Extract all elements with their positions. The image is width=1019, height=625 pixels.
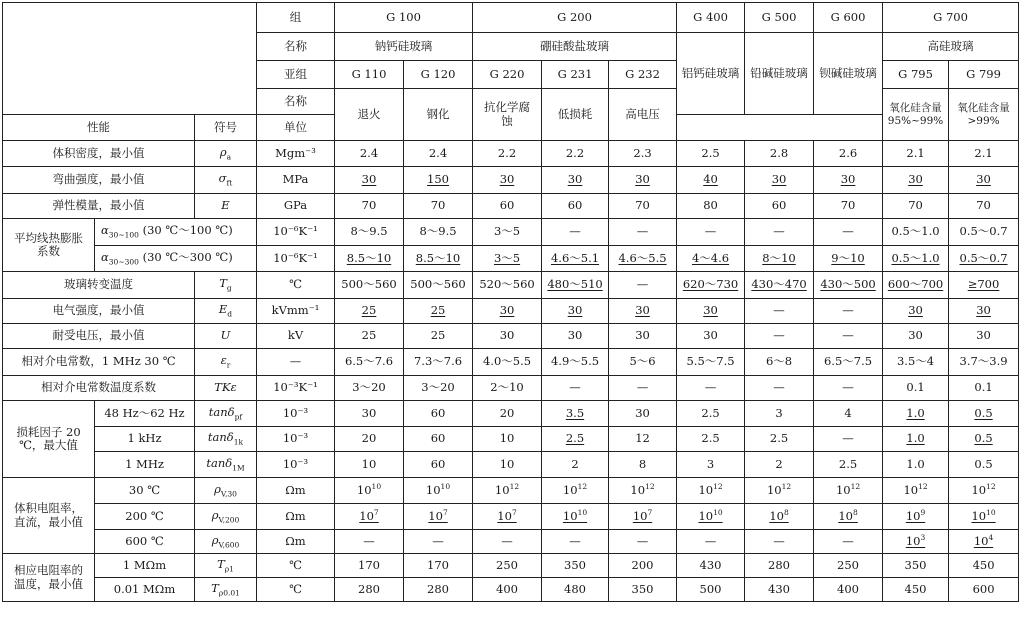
value-cell: 8 [609,452,677,478]
header-subname-2: 抗化学腐蚀 [473,89,542,141]
value-cell: 30 [542,324,609,349]
property-cell: 相对介电常数，1 MHz 30 ℃ [3,349,195,376]
property-cell: 相应电阻率的温度，最小值 [3,554,95,602]
value-cell: 30 [677,324,745,349]
header-group-label: 组 [257,3,335,33]
value-cell: 0.5～1.0 [883,246,949,272]
header-unit-label: 单位 [257,115,335,141]
value-cell: 2.6 [814,141,883,167]
symbol-cell: $\rho_{V,30}$ [195,478,257,504]
value-cell: 400 [814,578,883,602]
value-cell: 25 [335,324,404,349]
header-subgroup-label: 亚组 [257,61,335,89]
table-row [3,504,1019,530]
value-cell: 4.9～5.5 [542,349,609,376]
value-cell: 1.0 [883,452,949,478]
value-cell: 2.4 [335,141,404,167]
symbol-cell: $T_{\rho 0.01}$ [195,578,257,602]
value-cell: 2.5 [814,452,883,478]
unit-cell: 10⁻³ [257,401,335,427]
value-cell: 9～10 [814,246,883,272]
value-cell: 2 [745,452,814,478]
condition-cell: 48 Hz～62 Hz [95,401,195,427]
value-cell: 0.5 [949,427,1019,452]
value-cell: 3.7～3.9 [949,349,1019,376]
value-cell: — [745,530,814,554]
value-cell: 30 [883,324,949,349]
condition-cell: 1 MΩm [95,554,195,578]
value-cell: — [814,530,883,554]
unit-cell: Ωm [257,530,335,554]
header-name-g200: 硼硅酸盐玻璃 [473,33,677,61]
value-cell: 8～9.5 [404,219,473,246]
header-subgroup-1: G 120 [404,61,473,89]
value-cell: 30 [745,167,814,194]
value-cell: 25 [404,324,473,349]
header-subgroup-6: G 799 [949,61,1019,89]
value-cell: 3～20 [404,376,473,401]
table-row [3,219,1019,246]
value-cell: — [814,219,883,246]
value-cell: 12 [609,427,677,452]
value-cell: 60 [404,452,473,478]
value-cell: — [609,272,677,299]
table-row [3,299,1019,324]
value-cell: $10^{10}$ [404,478,473,504]
value-cell: 0.5 [949,401,1019,427]
value-cell: 2.3 [609,141,677,167]
value-cell: — [542,376,609,401]
unit-cell: kVmm⁻¹ [257,299,335,324]
value-cell: 8～9.5 [335,219,404,246]
value-cell: — [609,530,677,554]
value-cell: 8.5～10 [335,246,404,272]
value-cell: 280 [335,578,404,602]
header-row-group [3,3,1019,33]
value-cell: 2.2 [473,141,542,167]
value-cell: $10^3$ [883,530,949,554]
value-cell: 30 [677,299,745,324]
header-subgroup-4: G 232 [609,61,677,89]
value-cell: $10^7$ [335,504,404,530]
value-cell: 70 [335,194,404,219]
value-cell: — [677,376,745,401]
value-cell: — [609,219,677,246]
value-cell: 2.4 [404,141,473,167]
value-cell: 30 [609,324,677,349]
value-cell: 30 [949,167,1019,194]
value-cell: $10^{12}$ [949,478,1019,504]
value-cell: 20 [335,427,404,452]
value-cell: 350 [609,578,677,602]
header-group-g600: G 600 [814,3,883,33]
value-cell: 400 [473,578,542,602]
glass-properties-table [2,2,1019,602]
value-cell: 2～10 [473,376,542,401]
header-group-g500: G 500 [745,3,814,33]
condition-cell: 1 MHz [95,452,195,478]
value-cell: 70 [404,194,473,219]
value-cell: 6～8 [745,349,814,376]
table-row [3,578,1019,602]
value-cell: 0.5～0.7 [949,246,1019,272]
value-cell: $10^7$ [404,504,473,530]
table-row [3,141,1019,167]
unit-cell: ℃ [257,578,335,602]
value-cell: $10^4$ [949,530,1019,554]
table-row [3,324,1019,349]
header-subname-3: 低损耗 [542,89,609,141]
value-cell: 350 [883,554,949,578]
value-cell: $10^8$ [814,504,883,530]
header-group-g100: G 100 [335,3,473,33]
value-cell: 60 [745,194,814,219]
value-cell: 500 [677,578,745,602]
header-corner [3,3,257,115]
value-cell: $10^{10}$ [677,504,745,530]
header-subgroup-2: G 220 [473,61,542,89]
value-cell: 2.5 [745,427,814,452]
condition-cell: 1 kHz [95,427,195,452]
header-symbol-label: 符号 [195,115,257,141]
value-cell: 500～560 [335,272,404,299]
symbol-cell: E [195,194,257,219]
value-cell: 30 [609,401,677,427]
value-cell: 60 [473,194,542,219]
symbol-cell: $\sigma_{ft}$ [195,167,257,194]
property-cell: 平均线热膨胀系数 [3,219,95,272]
value-cell: $10^8$ [745,504,814,530]
property-cell: 电气强度，最小值 [3,299,195,324]
symbol-cell: $\rho_{V,600}$ [195,530,257,554]
value-cell: 480 [542,578,609,602]
property-cell: 损耗因子 20 ℃，最大值 [3,401,95,478]
header-name-g700: 高硅玻璃 [883,33,1019,61]
value-cell: 0.1 [883,376,949,401]
value-cell: $10^{12}$ [814,478,883,504]
value-cell: 4～4.6 [677,246,745,272]
value-cell: 0.5～0.7 [949,219,1019,246]
value-cell: 0.1 [949,376,1019,401]
value-cell: 4 [814,401,883,427]
property-cell: 弯曲强度，最小值 [3,167,195,194]
value-cell: 30 [335,167,404,194]
value-cell: 4.6～5.1 [542,246,609,272]
table-row [3,272,1019,299]
value-cell: 30 [814,167,883,194]
table-row [3,376,1019,401]
value-cell: 8.5～10 [404,246,473,272]
property-cell: 玻璃转变温度 [3,272,195,299]
header-subname-0: 退火 [335,89,404,141]
value-cell: 30 [473,167,542,194]
value-cell: — [542,530,609,554]
header-subgroup-0: G 110 [335,61,404,89]
value-cell: $10^7$ [609,504,677,530]
value-cell: 2.5 [542,427,609,452]
value-cell: 70 [609,194,677,219]
value-cell: 450 [883,578,949,602]
value-cell: — [677,530,745,554]
header-group-g700: G 700 [883,3,1019,33]
value-cell: 30 [883,299,949,324]
value-cell: 70 [814,194,883,219]
property-cell: 体积密度，最小值 [3,141,195,167]
value-cell: 500～560 [404,272,473,299]
condition-cell: 200 ℃ [95,504,195,530]
value-cell: 10 [335,452,404,478]
value-cell: 3 [677,452,745,478]
value-cell: 10 [473,452,542,478]
symbol-cell: $\rho_a$ [195,141,257,167]
value-cell: 3.5～4 [883,349,949,376]
unit-cell: 10⁻⁶K⁻¹ [257,219,335,246]
value-cell: $10^9$ [883,504,949,530]
value-cell: 3～5 [473,246,542,272]
value-cell: 430～500 [814,272,883,299]
value-cell: $10^{12}$ [677,478,745,504]
header-property-label: 性能 [3,115,195,141]
header-subgroup-3: G 231 [542,61,609,89]
value-cell: 600 [949,578,1019,602]
header-name-label: 名称 [257,33,335,61]
unit-cell: 10⁻³ [257,452,335,478]
value-cell: — [814,299,883,324]
value-cell: — [814,324,883,349]
unit-cell: ℃ [257,554,335,578]
value-cell: 30 [542,167,609,194]
value-cell: 1.0 [883,401,949,427]
header-group-g200: G 200 [473,3,677,33]
value-cell: 170 [335,554,404,578]
value-cell: 30 [473,324,542,349]
value-cell: 70 [949,194,1019,219]
unit-cell: — [257,349,335,376]
header-name-g100: 钠钙硅玻璃 [335,33,473,61]
value-cell: — [745,219,814,246]
value-cell: 2.2 [542,141,609,167]
value-cell: 60 [404,427,473,452]
value-cell: 30 [949,299,1019,324]
header-subname-1: 钢化 [404,89,473,141]
condition-cell: 30 ℃ [95,478,195,504]
unit-cell: ℃ [257,272,335,299]
symbol-cell: $T_g$ [195,272,257,299]
property-cell: 体积电阻率，直流，最小值 [3,478,95,554]
value-cell: 430 [677,554,745,578]
symbol-cell: U [195,324,257,349]
value-cell: 450 [949,554,1019,578]
value-cell: 480～510 [542,272,609,299]
value-cell: 30 [335,401,404,427]
value-cell: — [542,219,609,246]
header-name-g500: 铅碱硅玻璃 [745,33,814,115]
header-subname-5: 氧化硅含量95%~99% [883,89,949,141]
value-cell: 200 [609,554,677,578]
value-cell: 2.5 [677,427,745,452]
table-row [3,401,1019,427]
value-cell: — [404,530,473,554]
value-cell: 430 [745,578,814,602]
value-cell: 30 [609,299,677,324]
table-row [3,530,1019,554]
value-cell: 4.6～5.5 [609,246,677,272]
value-cell: — [745,324,814,349]
value-cell: 2.8 [745,141,814,167]
value-cell: 520～560 [473,272,542,299]
value-cell: 8～10 [745,246,814,272]
property-cell: 弹性模量，最小值 [3,194,195,219]
value-cell: $10^{12}$ [745,478,814,504]
unit-cell: MPa [257,167,335,194]
value-cell: 4.0～5.5 [473,349,542,376]
value-cell: 250 [814,554,883,578]
header-subname-4: 高电压 [609,89,677,141]
value-cell: 10 [473,427,542,452]
value-cell: 150 [404,167,473,194]
value-cell: — [814,376,883,401]
value-cell: 280 [745,554,814,578]
value-cell: — [609,376,677,401]
header-subname-6: 氧化硅含量>99% [949,89,1019,141]
value-cell: — [745,299,814,324]
symbol-cell: tanδ$_{pf}$ [195,401,257,427]
value-cell: $10^{10}$ [949,504,1019,530]
unit-cell: GPa [257,194,335,219]
header-subgroup-5: G 795 [883,61,949,89]
symbol-cell: $\alpha_{30\sim 300}$ (30 ℃～300 ℃) [95,246,257,272]
value-cell: 3～5 [473,219,542,246]
condition-cell: 600 ℃ [95,530,195,554]
value-cell: $10^{12}$ [883,478,949,504]
header-name2-label: 名称 [257,89,335,115]
value-cell: 5～6 [609,349,677,376]
value-cell: 250 [473,554,542,578]
value-cell: 30 [609,167,677,194]
value-cell: 25 [335,299,404,324]
value-cell: $10^{12}$ [542,478,609,504]
value-cell: — [473,530,542,554]
table-row [3,452,1019,478]
property-cell: 相对介电常数温度系数 [3,376,195,401]
value-cell: 600～700 [883,272,949,299]
unit-cell: 10⁻³K⁻¹ [257,376,335,401]
value-cell: 3～20 [335,376,404,401]
symbol-cell: TKε [195,376,257,401]
value-cell: 2.5 [677,141,745,167]
value-cell: — [677,219,745,246]
value-cell: 60 [404,401,473,427]
table-row [3,246,1019,272]
value-cell: 170 [404,554,473,578]
unit-cell: 10⁻⁶K⁻¹ [257,246,335,272]
symbol-cell: tanδ$_{1k}$ [195,427,257,452]
value-cell: 6.5～7.5 [814,349,883,376]
table-row [3,167,1019,194]
header-name-g600: 钡碱硅玻璃 [814,33,883,115]
unit-cell: 10⁻³ [257,427,335,452]
value-cell: 7.3～7.6 [404,349,473,376]
value-cell: 430～470 [745,272,814,299]
condition-cell: 0.01 MΩm [95,578,195,602]
value-cell: $10^7$ [473,504,542,530]
table-row [3,194,1019,219]
unit-cell: Ωm [257,504,335,530]
symbol-cell: $\alpha_{30\sim 100}$ (30 ℃～100 ℃) [95,219,257,246]
symbol-cell: $T_{\rho 1}$ [195,554,257,578]
value-cell: 20 [473,401,542,427]
value-cell: $10^{12}$ [473,478,542,504]
value-cell: 5.5～7.5 [677,349,745,376]
value-cell: 3.5 [542,401,609,427]
value-cell: 30 [883,167,949,194]
table-row [3,554,1019,578]
header-group-g400: G 400 [677,3,745,33]
value-cell: — [335,530,404,554]
value-cell: $10^{10}$ [335,478,404,504]
value-cell: 60 [542,194,609,219]
value-cell: 3 [745,401,814,427]
value-cell: 80 [677,194,745,219]
value-cell: 620～730 [677,272,745,299]
symbol-cell: $E_d$ [195,299,257,324]
value-cell: $10^{10}$ [542,504,609,530]
value-cell: 280 [404,578,473,602]
unit-cell: kV [257,324,335,349]
value-cell: 2 [542,452,609,478]
value-cell: 1.0 [883,427,949,452]
value-cell: 350 [542,554,609,578]
table-row [3,349,1019,376]
value-cell: 2.1 [883,141,949,167]
value-cell: — [814,427,883,452]
unit-cell: Mgm⁻³ [257,141,335,167]
header-name-g400: 铝钙硅玻璃 [677,33,745,115]
table-row [3,427,1019,452]
value-cell: 30 [473,299,542,324]
value-cell: ≥700 [949,272,1019,299]
value-cell: 2.5 [677,401,745,427]
value-cell: 25 [404,299,473,324]
value-cell: 0.5 [949,452,1019,478]
value-cell: 0.5～1.0 [883,219,949,246]
value-cell: $10^{12}$ [609,478,677,504]
table-row [3,478,1019,504]
value-cell: 6.5～7.6 [335,349,404,376]
symbol-cell: $\rho_{V,200}$ [195,504,257,530]
value-cell: 40 [677,167,745,194]
value-cell: 30 [949,324,1019,349]
value-cell: 2.1 [949,141,1019,167]
value-cell: 30 [542,299,609,324]
value-cell: — [745,376,814,401]
symbol-cell: $\varepsilon_r$ [195,349,257,376]
unit-cell: Ωm [257,478,335,504]
symbol-cell: tanδ$_{1M}$ [195,452,257,478]
property-cell: 耐受电压，最小值 [3,324,195,349]
value-cell: 70 [883,194,949,219]
